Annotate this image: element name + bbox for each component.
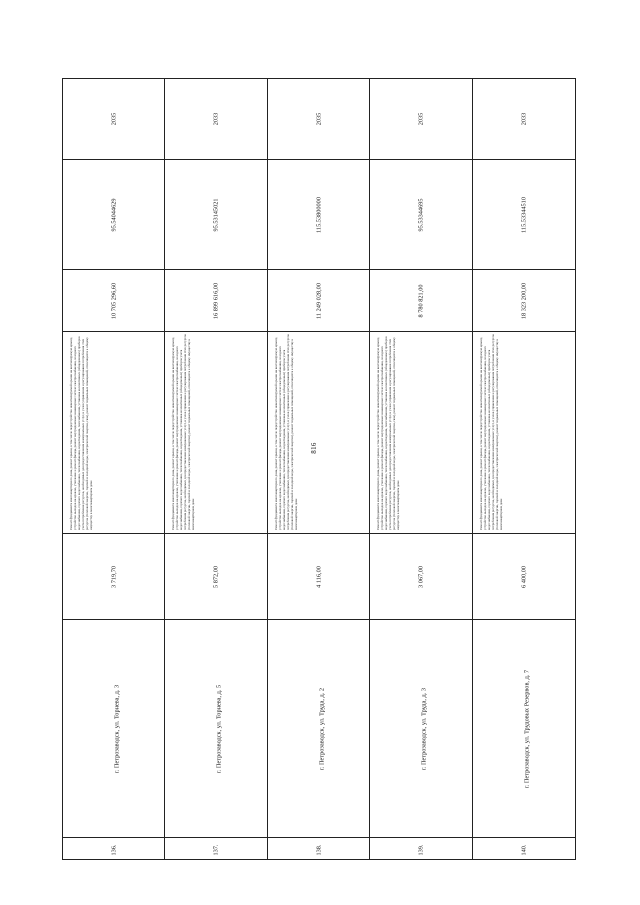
row-number: 140. <box>520 843 528 856</box>
table-row <box>473 79 575 859</box>
cost-cell <box>165 269 266 331</box>
table-row <box>370 79 472 859</box>
works-text: Ремонт фундамента многоквартирного дома, ремонт крыши, в том числе переустройство невентилируемой крыши на вентилируемую крышу, устройство выходов на кровлю, утепление и ремонт фасада, ремонт внутридомовых инженерных систем электроснабжения, холодного водоснабжения, горячего водоснабжения, теплоснабжения, водоотведения, газоснабжения, установка коллективных (общедомовых) приборов учета потребления ресурсов, необходимых для предоставления коммунальных услуг, и узлов управления и регулирования потребления этих ресурсов (тепловой энергии, горячей и холодной воды, электрической энергии, газа), ремонт подвальных помещений, относящихся к общему имуществу в многоквартирном доме <box>376 336 401 530</box>
address-text: г. Петрозаводск, ул. Труда, д. 2 <box>318 687 326 770</box>
works-text: Ремонт фундамента многоквартирного дома, ремонт крыши, в том числе переустройство невентилируемой крыши на вентилируемую крышу, устройство выходов на кровлю, утепление и ремонт фасада, ремонт внутридомовых инженерных систем электроснабжения, холодного водоснабжения, горячего водоснабжения, теплоснабжения, водоотведения, установка коллективных (общедомовых) приборов учета потребления ресурсов, необходимых для предоставления коммунальных услуг, и узлов управления и регулирования потребления этих ресурсов (тепловой энергии, горячей и холодной воды, электрической энергии), ремонт подвальных помещений, относящихся к общему имуществу в многоквартирном доме <box>478 334 503 530</box>
address-text: г. Петрозаводск, ул. Труда, д. 3 <box>420 687 428 770</box>
price-text: 95.53145021 <box>212 197 220 232</box>
works-text: Ремонт фундамента многоквартирного дома, ремонт крыши, в том числе переустройство невентилируемой крыши на вентилируемую крышу, устройство выходов на кровлю, утепление и ремонт фасада, ремонт внутридомовых инженерных систем электроснабжения, холодного водоснабжения, горячего водоснабжения, теплоснабжения, водоотведения, установка коллективных (общедомовых) приборов учета потребления ресурсов, необходимых для предоставления коммунальных услуг, и узлов управления и регулирования потребления этих ресурсов (тепловой энергии, горячей и холодной воды, электрической энергии), ремонт подвальных помещений, относящихся к общему имуществу в многоквартирном доме <box>273 334 299 530</box>
area-cell <box>63 533 164 619</box>
price-text: 115.53344510 <box>520 196 528 233</box>
works-cell <box>370 331 471 533</box>
price-cell <box>63 159 164 269</box>
number-cell <box>63 837 164 861</box>
price-cell <box>370 159 471 269</box>
table-row <box>268 79 370 859</box>
address-cell <box>63 619 164 837</box>
address-text: г. Петрозаводск, ул. Торнева, д. 3 <box>113 684 121 773</box>
year-text: 2035 <box>417 112 425 126</box>
year-cell <box>473 79 575 159</box>
area-text: 4 116,00 <box>315 565 323 588</box>
price-cell <box>268 159 369 269</box>
area-text: 5 872,00 <box>212 565 220 588</box>
year-cell <box>63 79 164 159</box>
year-text: 2033 <box>520 112 528 126</box>
works-text: Ремонт фундамента многоквартирного дома, ремонт крыши, в том числе переустройство невентилируемой крыши на вентилируемую крышу, устройство выходов на кровлю, утепление и ремонт фасада, ремонт внутридомовых инженерных систем электроснабжения, холодного водоснабжения, горячего водоснабжения, теплоснабжения, водоотведения, установка коллективных (общедомовых) приборов учета потребления ресурсов, необходимых для предоставления коммунальных услуг, и узлов управления и регулирования потребления этих ресурсов (тепловой энергии, горячей и холодной воды, электрической энергии), ремонт подвальных помещений, относящихся к общему имуществу в многоквартирном доме <box>171 334 196 530</box>
works-cell <box>268 331 369 533</box>
cost-cell <box>370 269 471 331</box>
price-text: 115.53800000 <box>315 196 323 233</box>
address-cell <box>268 619 369 837</box>
address-cell <box>370 619 471 837</box>
year-text: 2035 <box>110 112 118 126</box>
cost-text: 18 323 200,00 <box>520 282 528 319</box>
area-text: 6 400,00 <box>520 565 528 588</box>
repair-schedule-table <box>62 78 576 860</box>
page-number: 816 <box>310 442 318 454</box>
table-row <box>165 79 267 859</box>
number-cell <box>473 837 575 861</box>
area-cell <box>268 533 369 619</box>
row-number: 137. <box>212 843 220 856</box>
area-cell <box>370 533 471 619</box>
price-cell <box>473 159 575 269</box>
address-cell <box>473 619 575 837</box>
works-cell <box>165 331 266 533</box>
table-row <box>63 79 165 859</box>
row-number: 138. <box>315 843 323 856</box>
area-cell <box>473 533 575 619</box>
number-cell <box>268 837 369 861</box>
number-cell <box>165 837 266 861</box>
cost-text: 11 249 028,00 <box>315 282 323 319</box>
cost-cell <box>473 269 575 331</box>
address-text: г. Петрозаводск, ул. Трудовых Резервов, д. 7 <box>523 669 531 788</box>
year-cell <box>370 79 471 159</box>
area-cell <box>165 533 266 619</box>
address-cell <box>165 619 266 837</box>
row-number: 139. <box>417 843 425 856</box>
works-cell <box>473 331 575 533</box>
area-text: 3 719,70 <box>110 565 118 588</box>
cost-text: 10 705 296,60 <box>110 282 118 319</box>
address-text: г. Петрозаводск, ул. Торнева, д. 5 <box>215 684 223 773</box>
year-text: 2033 <box>212 112 220 126</box>
number-cell <box>370 837 471 861</box>
works-cell <box>63 331 164 533</box>
price-text: 95.54044629 <box>110 197 118 232</box>
price-text: 95.53344695 <box>417 197 425 232</box>
year-cell <box>165 79 266 159</box>
cost-cell <box>268 269 369 331</box>
price-cell <box>165 159 266 269</box>
year-cell <box>268 79 369 159</box>
area-text: 3 067,00 <box>417 565 425 588</box>
cost-cell <box>63 269 164 331</box>
row-number: 136. <box>110 843 118 856</box>
cost-text: 16 899 616,00 <box>212 282 220 319</box>
cost-text: 8 780 821,00 <box>417 283 425 318</box>
works-text: Ремонт фундамента многоквартирного дома, ремонт крыши, в том числе переустройство невентилируемой крыши на вентилируемую крышу, устройство выходов на кровлю, утепление и ремонт фасада, ремонт внутридомовых инженерных систем электроснабжения, холодного водоснабжения, горячего водоснабжения, теплоснабжения, водоотведения, газоснабжения, установка коллективных (общедомовых) приборов учета потребления ресурсов, необходимых для предоставления коммунальных услуг, и узлов управления и регулирования потребления этих ресурсов (тепловой энергии, горячей и холодной воды, электрической энергии, газа), ремонт подвальных помещений, относящихся к общему имуществу в многоквартирном доме <box>69 336 94 530</box>
year-text: 2035 <box>315 112 323 126</box>
